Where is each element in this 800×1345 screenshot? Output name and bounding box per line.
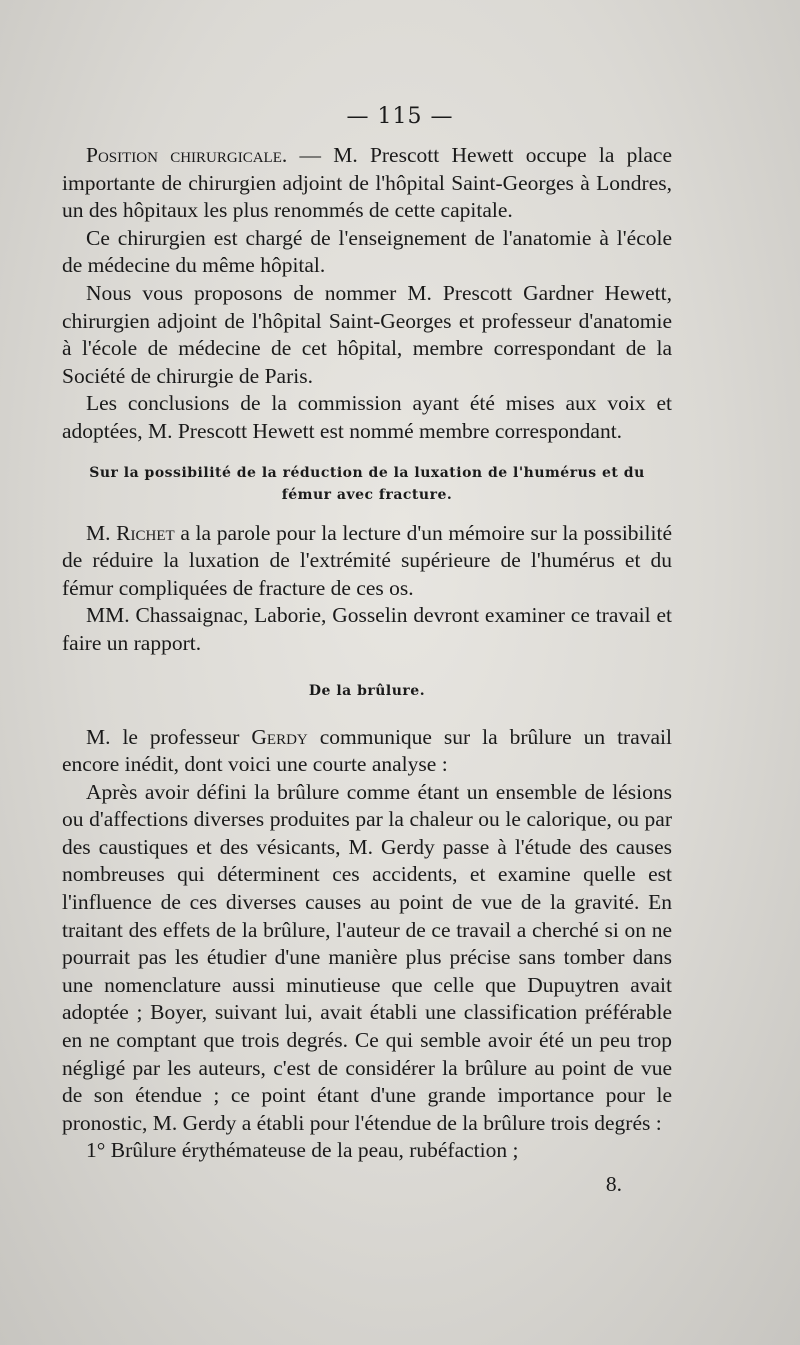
section-heading-luxation: Sur la possibilité de la réduction de la luxation de l'humérus et du fémur avec fracture. bbox=[89, 464, 645, 503]
list-item-degree-1: 1° Brûlure érythémateuse de la peau, rubéfaction ; bbox=[86, 1138, 519, 1163]
paragraph-gerdy-analysis: Après avoir défini la brûlure comme étant un ensemble de lésions ou d'affections diverses produites par la chaleur ou le calorique, ou par des caustiques et des vésicants, M. Gerdy passe à l'étude des causes nombreuses qui déterminent ces accidents, et examine quelle est l'influence de ces diverses causes au point de vue de la gravité. En traitant des effets de la brûlure, l'auteur de ce travail a cherché si on ne pourrait pas les étudier d'une manière plus précise sans tomber dans une nomenclature aussi minutieuse que celle que Dupuytren avait adoptée ; Boyer, suivant lui, avait établi une classification préférable en ne comptant que trois degrés. Ce qui semble avoir été un peu trop négligé par les auteurs, c'est de considérer la brûlure au point de vue de son étendue ; ce point étant d'une grande importance pour le pronostic, M. Gerdy a établi pour l'étendue de la brûlure trois degrés : bbox=[62, 779, 672, 1135]
paragraph-commission: MM. Chassaignac, Laborie, Gosselin devront examiner ce travail et faire un rapport. bbox=[62, 603, 672, 655]
paragraph-enseignement: Ce chirurgien est chargé de l'enseignement de l'anatomie à l'école de médecine du même hôpital. bbox=[62, 225, 672, 278]
paragraph-gerdy-intro: M. le professeur Gerdy communique sur la brûlure un travail encore inédit, dont voici une courte analyse : bbox=[62, 724, 672, 777]
page-body bbox=[62, 142, 672, 1199]
author-name: Gerdy bbox=[251, 724, 308, 749]
run-in-heading: Position chirurgicale. bbox=[86, 143, 288, 167]
section-heading-brulure: De la brûlure. bbox=[308, 682, 426, 699]
author-name: Richet bbox=[116, 520, 175, 545]
page-number: — 115 — bbox=[346, 104, 454, 129]
signature-mark: 8. bbox=[605, 1172, 622, 1196]
paragraph-proposition: Nous vous proposons de nommer M. Prescott Gardner Hewett, chirurgien adjoint de l'hôpital Saint-Georges et professeur d'anatomie à l'école de médecine de cet hôpital, membre correspondant de la Société de chirurgie de Paris. bbox=[62, 280, 672, 388]
paragraph-conclusions: Les conclusions de la commission ayant été mises aux voix et adoptées, M. Prescott Hewett est nommé membre correspondant. bbox=[62, 391, 672, 443]
paragraph-position-chirurgicale: Position chirurgicale. — M. Prescott Hewett occupe la place importante de chirurgien adjoint de l'hôpital Saint-Georges à Londres, un des hôpitaux les plus renommés de cette capitale. bbox=[62, 143, 672, 223]
paragraph-richet: M. Richet a la parole pour la lecture d'un mémoire sur la possibilité de réduire la luxation de l'extrémité supérieure de l'humérus et du fémur compliquées de fracture de ces os. bbox=[62, 520, 672, 600]
